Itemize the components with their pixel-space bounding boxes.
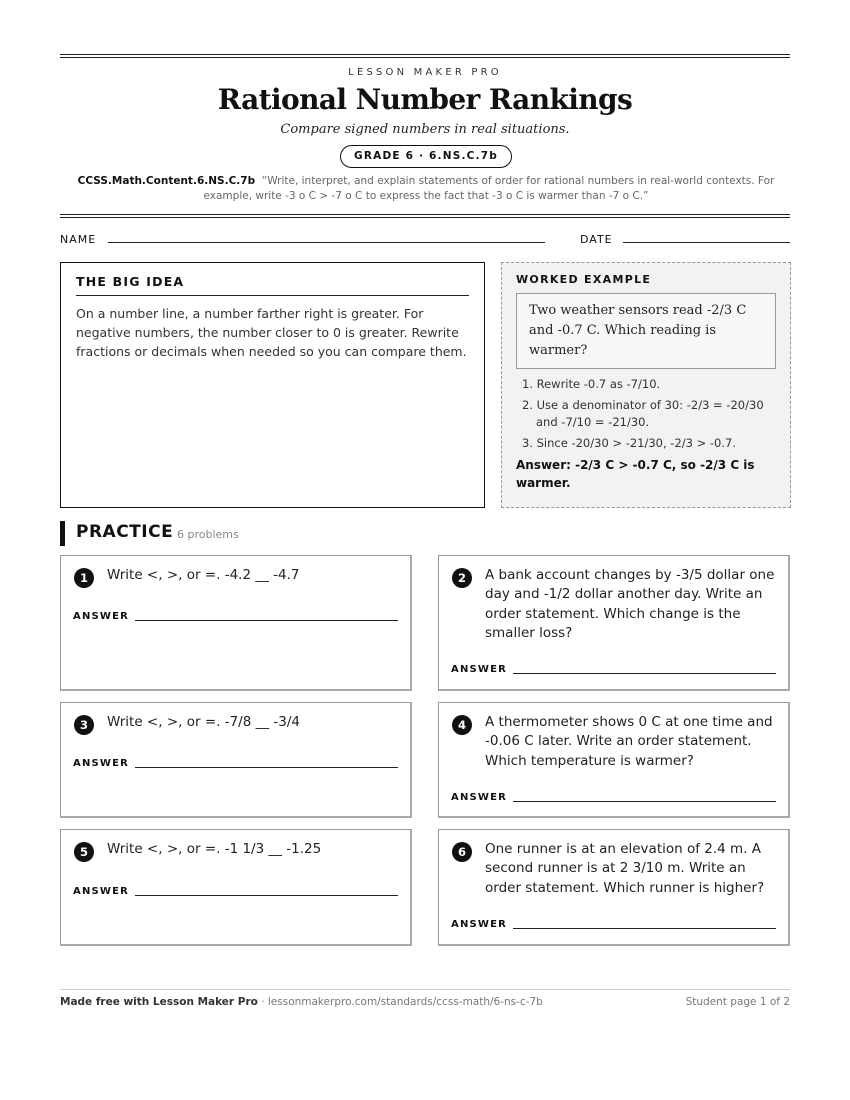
footer-link[interactable]: · lessonmakerpro.com/standards/ccss-math/6-ns-c-7b xyxy=(257,996,543,1008)
worked-example-question: Two weather sensors read -2/3 C and -0.7 C. Which reading is warmer? xyxy=(516,293,776,369)
footer-divider xyxy=(60,989,790,990)
problem-card-4 xyxy=(438,702,790,818)
standard-code: CCSS.Math.Content.6.NS.C.7b xyxy=(77,175,256,187)
footer-made-with: Made free with Lesson Maker Pro xyxy=(60,996,258,1008)
answer-field[interactable] xyxy=(135,767,398,768)
header-rule-bottom xyxy=(60,214,790,218)
big-idea-box xyxy=(60,262,485,508)
name-field[interactable] xyxy=(108,242,545,243)
problem-card-1 xyxy=(60,555,412,691)
problem-text: One runner is at an elevation of 2.4 m. A second runner is at 2 3/10 m. Write an order statement. Which runner is higher? xyxy=(485,841,765,896)
answer-label: ANSWER xyxy=(451,919,508,930)
problem-text: Write <, >, or =. -7/8 __ -3/4 xyxy=(107,714,300,730)
problem-text: Write <, >, or =. -1 1/3 __ -1.25 xyxy=(107,841,322,857)
answer-label: ANSWER xyxy=(73,886,130,897)
problem-number-badge: 3 xyxy=(74,715,94,735)
problem-card-2 xyxy=(438,555,790,691)
answer-field[interactable] xyxy=(513,801,776,802)
page-subtitle: Compare signed numbers in real situations. xyxy=(280,122,570,137)
brand-name: LESSON MAKER PRO xyxy=(348,67,502,78)
problem-number-badge: 6 xyxy=(452,842,472,862)
practice-heading: PRACTICE xyxy=(76,522,174,542)
worked-example-box xyxy=(501,262,791,508)
worked-step: 1. Rewrite -0.7 as -7/10. xyxy=(522,377,661,391)
problem-number-badge: 5 xyxy=(74,842,94,862)
practice-accent-bar xyxy=(60,521,65,546)
answer-label: ANSWER xyxy=(73,611,130,622)
worked-example-answer: Answer: -2/3 C > -0.7 C, so -2/3 C is warmer. xyxy=(516,458,755,490)
date-label: DATE xyxy=(580,233,613,246)
standard-text: “Write, interpret, and explain statements of order for rational numbers in real-world contexts. For example, write -3 o C > -7 o C to express the fact that -3 o C is warmer than -7 o C.” xyxy=(203,175,775,202)
answer-field[interactable] xyxy=(513,928,776,929)
practice-count: 6 problems xyxy=(177,528,239,541)
worked-example-steps xyxy=(516,376,776,452)
problem-card-5 xyxy=(60,829,412,946)
worksheet-page xyxy=(60,0,790,1100)
problem-number-badge: 4 xyxy=(452,715,472,735)
footer-page-number: Student page 1 of 2 xyxy=(685,996,790,1008)
answer-field[interactable] xyxy=(135,620,398,621)
problem-text: A thermometer shows 0 C at one time and -0.06 C later. Write an order statement. Which temperature is warmer? xyxy=(485,714,773,769)
answer-label: ANSWER xyxy=(451,792,508,803)
big-idea-heading: THE BIG IDEA xyxy=(76,274,469,296)
worked-step: 2. Use a denominator of 30: -2/3 = -20/30 and -7/10 = -21/30. xyxy=(522,398,764,429)
name-label: NAME xyxy=(60,233,97,246)
header-rule xyxy=(60,54,790,58)
grade-badge: GRADE 6 · 6.NS.C.7b xyxy=(340,145,512,168)
problem-card-3 xyxy=(60,702,412,818)
footer-credit xyxy=(60,996,543,1008)
date-field[interactable] xyxy=(623,242,790,243)
standard-statement xyxy=(72,174,780,204)
problem-number-badge: 2 xyxy=(452,568,472,588)
big-idea-text: On a number line, a number farther right is greater. For negative numbers, the number closer to 0 is greater. Rewrite fractions or decimals when needed so you can compare them. xyxy=(76,306,467,359)
page-title: Rational Number Rankings xyxy=(217,83,633,116)
problem-card-6 xyxy=(438,829,790,946)
answer-field[interactable] xyxy=(513,673,776,674)
problem-text: A bank account changes by -3/5 dollar one day and -1/2 dollar another day. Write an order statement. Which change is the smaller loss? xyxy=(485,567,775,642)
problem-text: Write <, >, or =. -4.2 __ -4.7 xyxy=(107,567,300,583)
worked-example-heading: WORKED EXAMPLE xyxy=(516,273,652,286)
answer-label: ANSWER xyxy=(451,664,508,675)
answer-label: ANSWER xyxy=(73,758,130,769)
answer-field[interactable] xyxy=(135,895,398,896)
problem-number-badge: 1 xyxy=(74,568,94,588)
worked-step: 3. Since -20/30 > -21/30, -2/3 > -0.7. xyxy=(522,436,737,450)
